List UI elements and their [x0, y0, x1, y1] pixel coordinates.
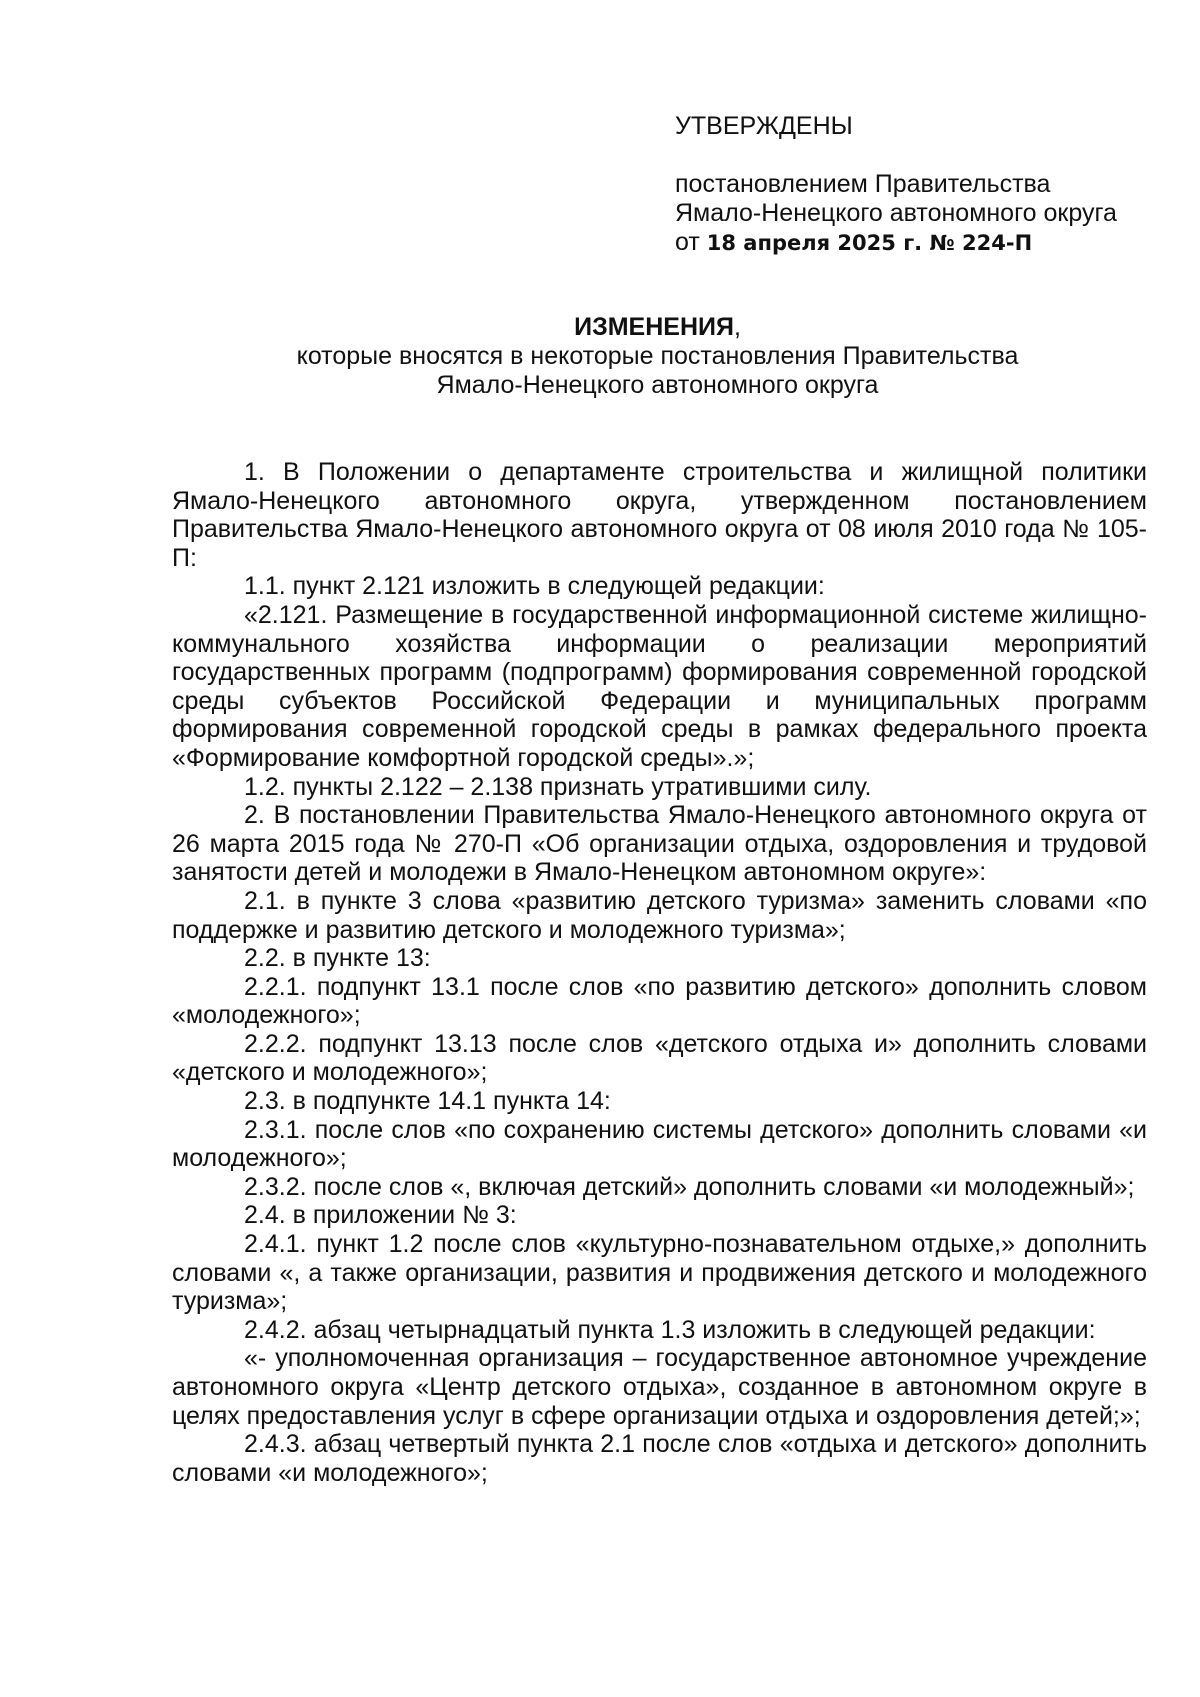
approval-block [675, 112, 1175, 258]
heading-title-suffix: , [733, 313, 741, 341]
paragraph-1-1: 1.1. пункт 2.121 изложить в следующей редакции: [244, 572, 825, 601]
paragraph-2-4-3: 2.4.3. абзац четвертый пункта 2.1 после слов «отдыха и детского» дополнить словами «и молодежного»; [172, 1430, 1147, 1487]
paragraph-2-3-2: 2.3.2. после слов «, включая детский» дополнить словами «и молодежный»; [244, 1172, 1135, 1201]
approval-line-resolution: постановлением Правительства [675, 170, 1051, 198]
heading-subtitle-line-1: которые вносятся в некоторые постановления Правительства [296, 342, 1019, 370]
approval-line-date [675, 228, 1175, 258]
approval-line-government: Ямало-Ненецкого автономного округа [675, 199, 1117, 227]
paragraph-2-2-1: 2.2.1. подпункт 13.1 после слов «по развитию детского» дополнить словом «молодежного»; [172, 972, 1147, 1030]
heading-title: ИЗМЕНЕНИЯ [574, 313, 734, 341]
paragraph-2-4-1: 2.4.1. пункт 1.2 после слов «культурно-познавательном отдыхе,» дополнить словами «, а также организации, развития и продвижения детского и молодежного туризма»; [172, 1230, 1147, 1316]
approval-date-prefix: от [675, 228, 700, 256]
document-heading [170, 313, 1145, 400]
paragraph-2-3-1: 2.3.1. после слов «по сохранению системы детского» дополнить словами «и молодежного»; [172, 1115, 1147, 1173]
paragraph-2-4: 2.4. в приложении № 3: [244, 1201, 517, 1230]
approval-date-number: 18 апреля 2025 г. № 224-П [706, 231, 1033, 255]
paragraph-2-2-2: 2.2.2. подпункт 13.13 после слов «детского отдыха и» дополнить словами «детского и молодежного»; [172, 1029, 1147, 1087]
approval-stamp-title: УТВЕРЖДЕНЫ [675, 112, 853, 140]
paragraph-2-121-text: «2.121. Размещение в государственной информационной системе жилищно-коммунального хозяйства информации о реализации мероприятий государственных программ (подпрограмм) формирования современной городской среды субъектов Российской Федерации и муниципальных программ формирования современной городской среды в рамках федерального проекта «Формирование комфортной городской среды».»; [172, 600, 1147, 772]
paragraph-2-3: 2.3. в подпункте 14.1 пункта 14: [244, 1087, 611, 1116]
paragraph-2-2: 2.2. в пункте 13: [244, 944, 431, 973]
paragraph-1: 1. В Положении о департаменте строительства и жилищной политики Ямало-Ненецкого автономного округа, утвержденном постановлением Правительства Ямало-Ненецкого автономного округа от 08 июля 2010 года № 105-П: [172, 458, 1147, 572]
document-body [172, 458, 1147, 1487]
paragraph-1-2: 1.2. пункты 2.122 – 2.138 признать утратившими силу. [244, 772, 872, 801]
paragraph-2-4-2: 2.4.2. абзац четырнадцатый пункта 1.3 изложить в следующей редакции: [244, 1315, 1096, 1344]
heading-subtitle-line-2: Ямало-Ненецкого автономного округа [436, 371, 879, 399]
paragraph-2: 2. В постановлении Правительства Ямало-Ненецкого автономного округа от 26 марта 2015 года № 270-П «Об организации отдыха, оздоровления и трудовой занятости детей и молодежи в Ямало-Ненецком автономном округе»: [172, 801, 1147, 887]
paragraph-2-1: 2.1. в пункте 3 слова «развитию детского туризма» заменить словами «по поддержке и развитию детского и молодежного туризма»; [172, 886, 1147, 944]
heading-title-line [170, 313, 1145, 342]
paragraph-authorized-org: «- уполномоченная организация – государственное автономное учреждение автономного округа «Центр детского отдыха», созданное в автономном округе в целях предоставления услуг в сфере организации отдыха и оздоровления детей;»; [172, 1344, 1147, 1430]
